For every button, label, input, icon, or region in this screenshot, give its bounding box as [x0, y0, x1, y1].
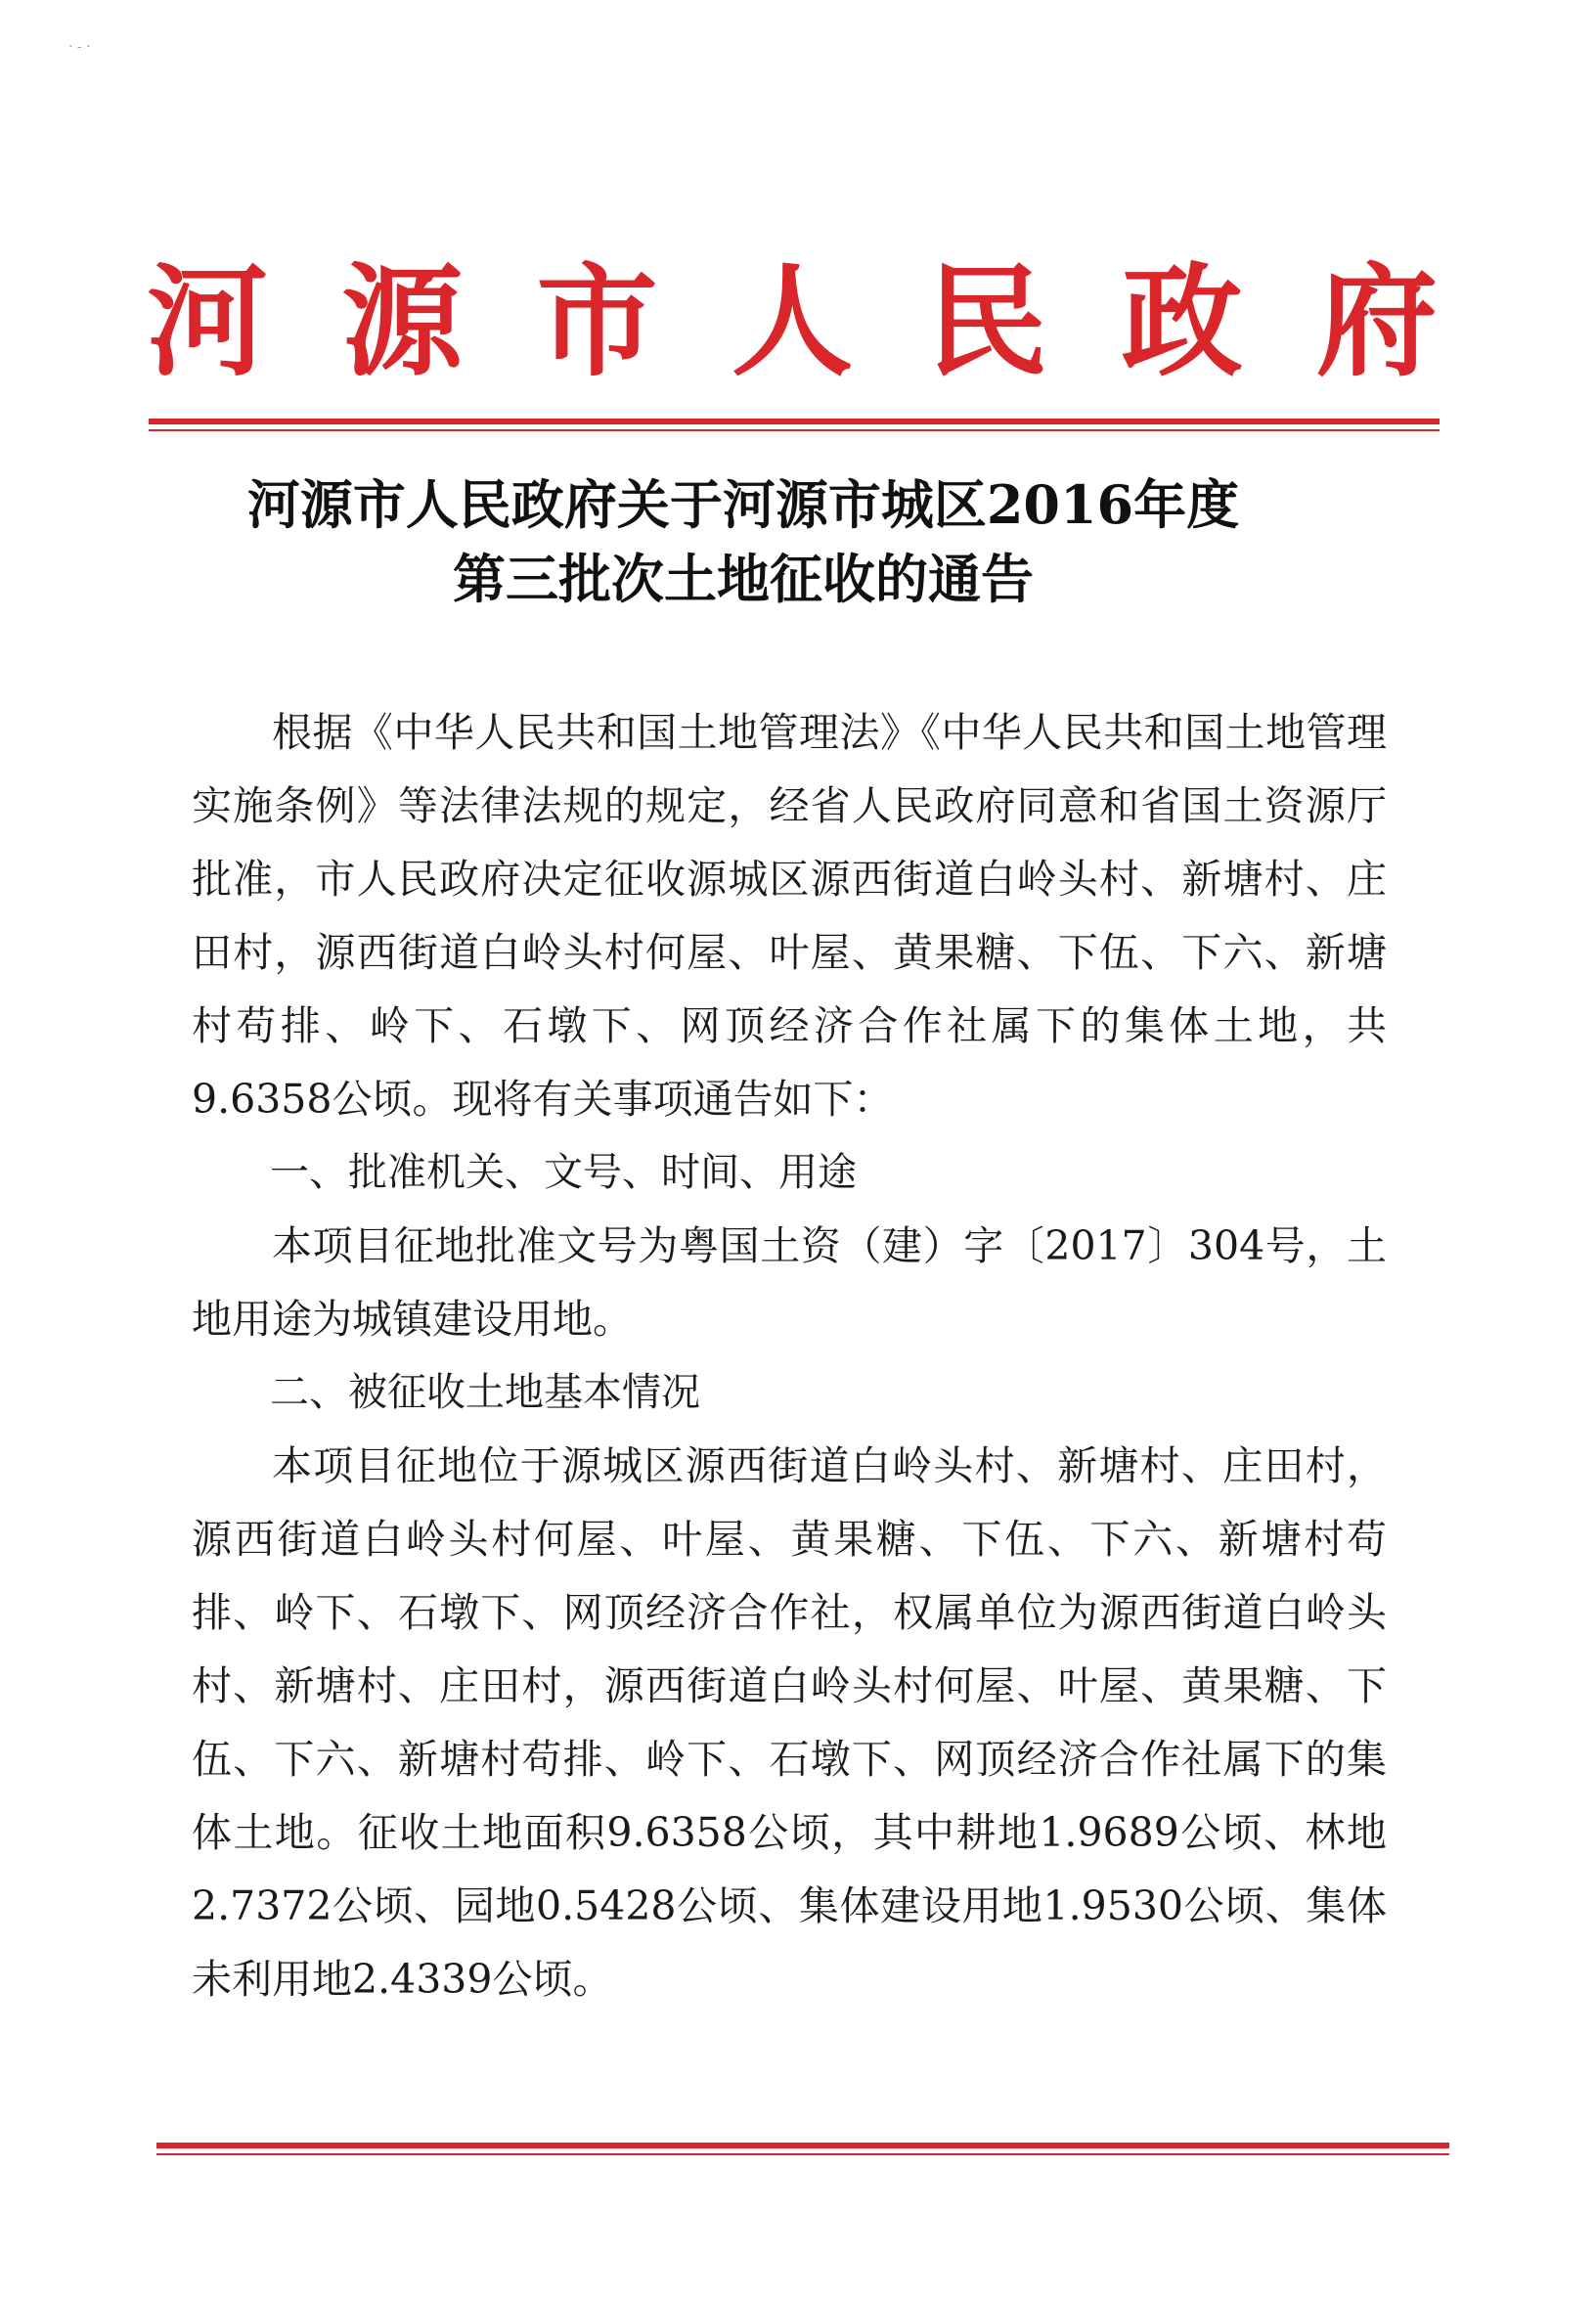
masthead-char: 河 — [147, 251, 269, 393]
notice-body — [192, 696, 1387, 2016]
masthead-char: 政 — [1121, 251, 1243, 393]
masthead — [147, 240, 1438, 406]
page-title — [176, 467, 1310, 616]
section-1-heading: 一、批准机关、文号、时间、用途 — [270, 1150, 857, 1195]
red-divider-bottom — [156, 2143, 1449, 2155]
section-1-paragraph: 本项目征地批准文号为粤国土资（建）字〔2017〕304号，土地用途为城镇建设用地。 — [192, 1222, 1387, 1343]
title-line-1: 河源市人民政府关于河源市城区2016年度 — [246, 473, 1240, 536]
section-2-paragraph: 本项目征地位于源城区源西街道白岭头村、新塘村、庄田村，源西街道白岭头村何屋、叶屋、黄果糖、下伍、下六、新塘村苟排、岭下、石墩下、网顶经济合作社，权属单位为源西街道白岭头村、新塘村、庄田村，源西街道白岭头村何屋、叶屋、黄果糖、下伍、下六、新塘村苟排、岭下、石墩下、网顶经济合作社属下的集体土地。征收土地面积9.6358公顷，其中耕地1.9689公顷、林地2.7372公顷、园地0.5428公顷、集体建设用地1.9530公顷、集体未利用地2.4339公顷。 — [192, 1442, 1387, 2003]
masthead-char: 市 — [536, 251, 658, 393]
masthead-char: 人 — [731, 251, 853, 393]
red-divider-top — [149, 419, 1440, 431]
masthead-char: 府 — [1315, 251, 1438, 393]
title-line-2: 第三批次土地征收的通告 — [453, 548, 1034, 610]
masthead-char: 民 — [926, 251, 1048, 393]
masthead-char: 源 — [341, 251, 464, 393]
scan-speck: · - · — [68, 39, 91, 55]
section-2-heading: 二、被征收土地基本情况 — [270, 1370, 700, 1415]
intro-paragraph: 根据《中华人民共和国土地管理法》《中华人民共和国土地管理实施条例》等法律法规的规定，经省人民政府同意和省国土资源厅批准，市人民政府决定征收源城区源西街道白岭头村、新塘村、庄田村，源西街道白岭头村何屋、叶屋、黄果糖、下伍、下六、新塘村苟排、岭下、石墩下、网顶经济合作社属下的集体土地，共9.6358公顷。现将有关事项通告如下： — [192, 709, 1387, 1123]
